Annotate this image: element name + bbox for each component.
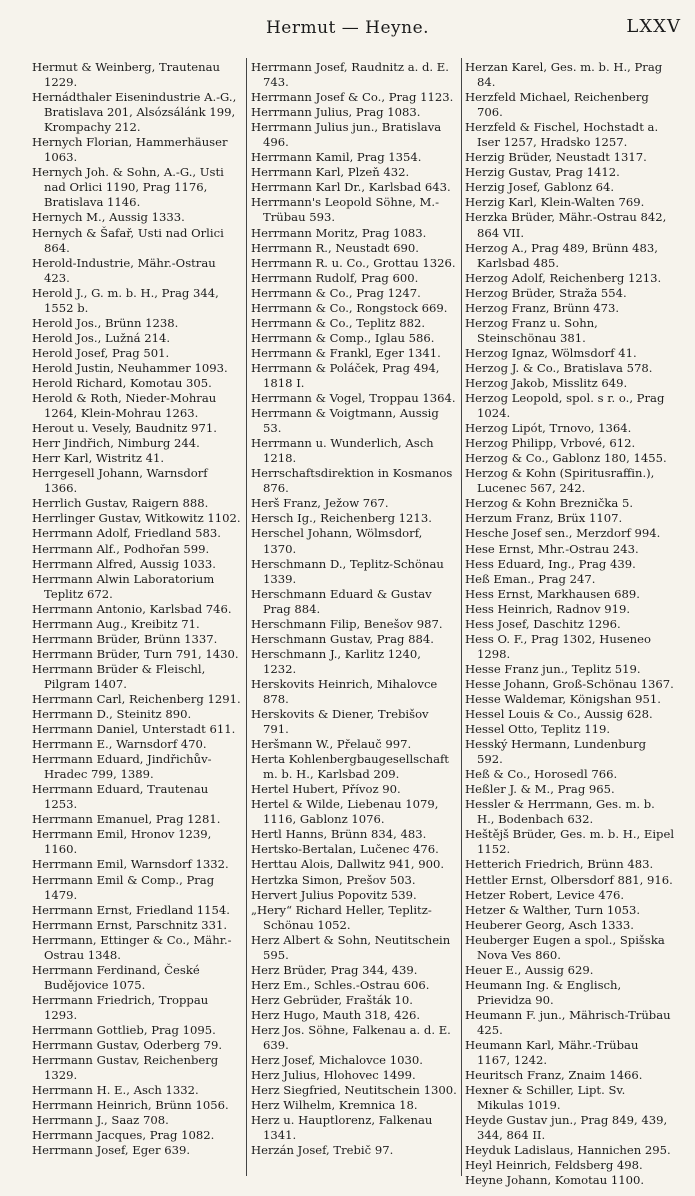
directory-entry: Herschmann Eduard & Gustav Prag 884. xyxy=(251,586,432,616)
directory-entry: Herrgesell Johann, Warnsdorf 1366. xyxy=(32,466,208,496)
directory-entry: Heuberger Eugen a spol., Spišska Nova Ves 860. xyxy=(465,932,665,962)
directory-entry: Heuberer Georg, Asch 1333. xyxy=(465,917,634,932)
directory-entry: Herz Jos. Söhne, Falkenau a. d. E. 639. xyxy=(251,1023,451,1053)
directory-entry: Hess Heinrich, Radnov 919. xyxy=(465,601,631,616)
directory-entry: Hermut & Weinberg, Trautenau 1229. xyxy=(32,60,220,90)
directory-entry: Herrmann R., Neustadt 690. xyxy=(251,240,419,255)
directory-entry: Herschmann Gustav, Prag 884. xyxy=(251,631,434,646)
directory-entry: Herzig Brüder, Neustadt 1317. xyxy=(465,150,647,165)
directory-entry: Herzog Franz u. Sohn, Steinschönau 381. xyxy=(465,315,598,345)
directory-column-3 xyxy=(465,60,675,1188)
directory-entry: Herrmann Julius jun., Bratislava 496. xyxy=(251,120,442,150)
directory-entry: Hessler & Herrmann, Ges. m. b. H., Bodenbach 632. xyxy=(465,797,655,827)
directory-entry: Herold Jos., Lužná 214. xyxy=(32,330,171,345)
directory-entry: Herr Karl, Wistritz 41. xyxy=(32,451,165,466)
directory-entry: Herzán Josef, Trebič 97. xyxy=(251,1143,394,1158)
directory-entry: Hettler Ernst, Olbersdorf 881, 916. xyxy=(465,872,673,887)
directory-entry: Herrmann Josef, Eger 639. xyxy=(32,1143,191,1158)
directory-entry: Herrmann Emil & Comp., Prag 1479. xyxy=(32,872,215,902)
directory-entry: Herschel Johann, Wölmsdorf, 1370. xyxy=(251,526,423,556)
directory-entry: Herz Siegfried, Neutitschein 1300. xyxy=(251,1083,457,1098)
directory-entry: Herzog & Co., Gablonz 180, 1455. xyxy=(465,451,667,466)
directory-entry: Hess O. F., Prag 1302, Huseneo 1298. xyxy=(465,631,651,661)
directory-entry: Herzog & Kohn (Spiritusraffin.), Lucenec 567, 242. xyxy=(465,466,655,496)
directory-entry: Herrmann Josef & Co., Prag 1123. xyxy=(251,90,454,105)
directory-entry: Hesche Josef sen., Merzdorf 994. xyxy=(465,526,661,541)
directory-entry: Herrmann Daniel, Unterstadt 611. xyxy=(32,722,236,737)
directory-entry: Herrmann Emanuel, Prag 1281. xyxy=(32,812,221,827)
directory-entry: Herrmann & Frankl, Eger 1341. xyxy=(251,345,441,360)
page-title: Hermut — Heyne. xyxy=(265,18,430,38)
page-header xyxy=(0,14,695,44)
directory-entry: Hernych Florian, Hammerhäuser 1063. xyxy=(32,135,228,165)
directory-entry: Herrmann J., Saaz 708. xyxy=(32,1113,169,1128)
directory-entry: Herrmann Karl, Plzeň 432. xyxy=(251,165,410,180)
directory-entry: Heß & Co., Horosedl 766. xyxy=(465,767,618,782)
directory-entry: Heumann Karl, Mähr.-Trübau 1167, 1242. xyxy=(465,1038,639,1068)
directory-entry: Herz Gebrüder, Frašták 10. xyxy=(251,992,413,1007)
directory-entry: Hess Ernst, Markhausen 689. xyxy=(465,586,640,601)
directory-entry: Herz Brüder, Prag 344, 439. xyxy=(251,962,418,977)
directory-entry: Hernych & Šafař, Usti nad Orlici 864. xyxy=(32,225,224,255)
directory-column-1 xyxy=(32,60,244,1180)
directory-entry: Herrmann u. Wunderlich, Asch 1218. xyxy=(251,436,434,466)
directory-entry: Herrmann Alwin Laboratorium Teplitz 672. xyxy=(32,571,215,601)
directory-entry: Herrlinger Gustav, Witkowitz 1102. xyxy=(32,511,241,526)
directory-entry: Herschmann D., Teplitz-Schönau 1339. xyxy=(251,556,444,586)
directory-entry: Herold Jos., Brünn 1238. xyxy=(32,315,179,330)
directory-entry: Herzog Ignaz, Wölmsdorf 41. xyxy=(465,345,637,360)
directory-entry: Herzog & Kohn Breznička 5. xyxy=(465,496,634,511)
directory-entry: Herrmann Ernst, Friedland 1154. xyxy=(32,902,230,917)
directory-entry: Herzog Franz, Brünn 473. xyxy=(465,300,620,315)
directory-entry: Herzig Karl, Klein-Walten 769. xyxy=(465,195,645,210)
directory-entry: Hernych M., Aussig 1333. xyxy=(32,210,185,225)
directory-entry: „Hery“ Richard Heller, Teplitz-Schönau 1052. xyxy=(251,902,432,932)
directory-entry: Herrmann Gustav, Oderberg 79. xyxy=(32,1038,223,1053)
directory-entry: Herrmann Jacques, Prag 1082. xyxy=(32,1128,215,1143)
directory-entry: Herzog Leopold, spol. s r. o., Prag 1024. xyxy=(465,391,665,421)
column-divider xyxy=(461,58,462,1176)
directory-entry: Hertsko-Bertalan, Lučenec 476. xyxy=(251,842,439,857)
directory-entry: Hernych Joh. & Sohn, A.-G., Usti nad Orlici 1190, Prag 1176, Bratislava 1146. xyxy=(32,165,224,210)
directory-entry: Herrmann Josef, Raudnitz a. d. E. 743. xyxy=(251,60,449,90)
directory-entry: Herz u. Hauptlorenz, Falkenau 1341. xyxy=(251,1113,433,1143)
directory-entry: Hersch Ig., Reichenberg 1213. xyxy=(251,511,432,526)
directory-entry: Herrmann Gottlieb, Prag 1095. xyxy=(32,1023,216,1037)
directory-entry: Herrmann Moritz, Prag 1083. xyxy=(251,225,427,240)
directory-entry: Herrmann Kamil, Prag 1354. xyxy=(251,150,422,165)
directory-entry: Herrmann Julius, Prag 1083. xyxy=(251,105,421,120)
directory-entry: Herzog Philipp, Vrbové, 612. xyxy=(465,436,636,451)
directory-entry: Herrschaftsdirektion in Kosmanos 876. xyxy=(251,466,453,496)
directory-entry: Herš Franz, Ježow 767. xyxy=(251,496,389,511)
directory-entry: Herz Wilhelm, Kremnica 18. xyxy=(251,1098,418,1113)
directory-entry: Herrmann Adolf, Friedland 583. xyxy=(32,526,221,541)
directory-entry: Heyde Gustav jun., Prag 849, 439, 344, 864 II. xyxy=(465,1113,668,1143)
directory-entry: Heyne Johann, Komotau 1100. xyxy=(465,1173,645,1188)
directory-entry: Herrlich Gustav, Raigern 888. xyxy=(32,496,209,511)
directory-entry: Hertzka Simon, Prešov 503. xyxy=(251,872,416,887)
directory-entry: Hesse Johann, Groß-Schönau 1367. xyxy=(465,676,674,691)
directory-entry: Herrmann Gustav, Reichenberg 1329. xyxy=(32,1053,219,1083)
directory-entry: Herrmann, Ettinger & Co., Mähr.-Ostrau 1348. xyxy=(32,932,232,962)
directory-entry: Hese Ernst, Mhr.-Ostrau 243. xyxy=(465,541,639,556)
directory-entry: Heßler J. & M., Prag 965. xyxy=(465,782,615,797)
directory-entry: Herr Jindřich, Nimburg 244. xyxy=(32,436,200,451)
directory-entry: Heuritsch Franz, Znaim 1466. xyxy=(465,1068,643,1083)
directory-entry: Hessel Otto, Teplitz 119. xyxy=(465,722,611,737)
directory-entry: Herrmann E., Warnsdorf 470. xyxy=(32,737,207,752)
directory-entry: Heumann Ing. & Englisch, Prievidza 90. xyxy=(465,977,622,1007)
directory-entry: Herrmann & Comp., Iglau 586. xyxy=(251,330,435,345)
directory-entry: Hetzer & Walther, Turn 1053. xyxy=(465,902,641,917)
directory-entry: Herold & Roth, Nieder-Mohrau 1264, Klein-Mohrau 1263. xyxy=(32,391,217,421)
directory-entry: Herrmann D., Steinitz 890. xyxy=(32,707,192,722)
directory-entry: Heß Eman., Prag 247. xyxy=(465,571,596,586)
directory-entry: Herrmann & Vogel, Troppau 1364. xyxy=(251,391,456,406)
directory-entry: Herold Justin, Neuhammer 1093. xyxy=(32,360,228,375)
directory-entry: Herrmann & Voigtmann, Aussig 53. xyxy=(251,406,439,436)
directory-entry: Heršmann W., Přelauč 997. xyxy=(251,737,412,752)
directory-entry: Herz Julius, Hlohovec 1499. xyxy=(251,1068,416,1083)
directory-entry: Herz Hugo, Mauth 318, 426. xyxy=(251,1007,421,1022)
directory-entry: Herzog A., Prag 489, Brünn 483, Karlsbad 485. xyxy=(465,240,658,270)
directory-entry: Herold J., G. m. b. H., Prag 344, 1552 b. xyxy=(32,285,219,315)
directory-entry: Herrmann Brüder, Brünn 1337. xyxy=(32,631,218,646)
directory-entry: Herzig Josef, Gablonz 64. xyxy=(465,180,615,195)
directory-entry: Hertl Hanns, Brünn 834, 483. xyxy=(251,827,427,842)
directory-entry: Herzog Adolf, Reichenberg 1213. xyxy=(465,270,662,285)
directory-entry: Herrmann Heinrich, Brünn 1056. xyxy=(32,1098,229,1113)
directory-entry: Herzfeld & Fischel, Hochstadt a. Iser 1257, Hradsko 1257. xyxy=(465,120,659,150)
directory-entry: Heyl Heinrich, Feldsberg 498. xyxy=(465,1158,643,1173)
directory-entry: Herrmann H. E., Asch 1332. xyxy=(32,1083,199,1098)
directory-entry: Herrmann Emil, Warnsdorf 1332. xyxy=(32,857,229,872)
directory-entry: Herrmann Ferdinand, České Budějovice 1075. xyxy=(32,962,200,992)
directory-entry: Herzog Lipót, Trnovo, 1364. xyxy=(465,421,632,436)
directory-entry: Herz Em., Schles.-Ostrau 606. xyxy=(251,977,430,992)
directory-entry: Herskovits Heinrich, Mihalovce 878. xyxy=(251,676,438,706)
directory-entry: Herrmann & Co., Teplitz 882. xyxy=(251,315,426,330)
directory-entry: Hetzer Robert, Levice 476. xyxy=(465,887,625,902)
directory-entry: Hesse Franz jun., Teplitz 519. xyxy=(465,661,641,676)
directory-entry: Hessel Louis & Co., Aussig 628. xyxy=(465,707,653,722)
directory-entry: Herold-Industrie, Mähr.-Ostrau 423. xyxy=(32,255,216,285)
directory-entry: Herrmann Aug., Kreibitz 71. xyxy=(32,616,200,631)
directory-entry: Herout u. Vesely, Baudnitz 971. xyxy=(32,421,217,436)
column-divider xyxy=(246,58,247,1176)
directory-entry: Herrmann Friedrich, Troppau 1293. xyxy=(32,992,209,1022)
directory-entry: Hertel & Wilde, Liebenau 1079, 1116, Gablonz 1076. xyxy=(251,797,439,827)
directory-entry: Hess Eduard, Ing., Prag 439. xyxy=(465,556,636,571)
directory-entry: Heumann F. jun., Mährisch-Trübau 425. xyxy=(465,1007,671,1037)
directory-entry: Hesse Waldemar, Königshan 951. xyxy=(465,691,661,706)
directory-entry: Herz Josef, Michalovce 1030. xyxy=(251,1053,423,1068)
directory-entry: Hervert Julius Popovitz 539. xyxy=(251,887,417,902)
directory-entry: Herzfeld Michael, Reichenberg 706. xyxy=(465,90,649,120)
directory-entry: Herrmann Brüder & Fleischl, Pilgram 1407. xyxy=(32,661,206,691)
directory-entry: Heuer E., Aussig 629. xyxy=(465,962,594,977)
directory-entry: Hernádthaler Eisenindustrie A.-G., Bratislava 201, Alsózsálánk 199, Krompachy 212. xyxy=(32,90,237,135)
directory-entry: Hess Josef, Daschitz 1296. xyxy=(465,616,621,631)
directory-entry: Herold Richard, Komotau 305. xyxy=(32,375,212,390)
directory-entry: Herrmann Brüder, Turn 791, 1430. xyxy=(32,646,239,661)
directory-entry: Hetterich Friedrich, Brünn 483. xyxy=(465,857,654,872)
directory-entry: Herrmann's Leopold Söhne, M.-Trübau 593. xyxy=(251,195,440,225)
directory-entry: Herrmann Ernst, Parschnitz 331. xyxy=(32,917,228,932)
directory-entry: Heyduk Ladislaus, Hannichen 295. xyxy=(465,1143,671,1158)
directory-entry: Herrmann & Poláček, Prag 494, 1818 I. xyxy=(251,360,440,390)
directory-entry: Herrmann Eduard, Jindřichův-Hradec 799, 1389. xyxy=(32,752,212,782)
directory-entry: Herrmann Karl Dr., Karlsbad 643. xyxy=(251,180,451,195)
directory-entry: Herta Kohlenbergbaugesellschaft m. b. H., Karlsbad 209. xyxy=(251,752,449,782)
directory-entry: Herrmann Emil, Hronov 1239, 1160. xyxy=(32,827,212,857)
directory-entry: Herrmann Antonio, Karlsbad 746. xyxy=(32,601,232,616)
directory-entry: Heštějš Brüder, Ges. m. b. H., Eipel 1152. xyxy=(465,827,675,857)
directory-entry: Herrmann & Co., Prag 1247. xyxy=(251,285,421,300)
directory-entry: Hesský Hermann, Lundenburg 592. xyxy=(465,737,647,767)
directory-entry: Herold Josef, Prag 501. xyxy=(32,345,170,360)
directory-entry: Herrmann R. u. Co., Grottau 1326. xyxy=(251,255,456,270)
directory-entry: Herttau Alois, Dallwitz 941, 900. xyxy=(251,857,445,872)
directory-entry: Hertel Hubert, Přívoz 90. xyxy=(251,782,401,797)
directory-entry: Hexner & Schiller, Lipt. Sv. Mikulas 1019. xyxy=(465,1083,626,1113)
directory-entry: Herschmann Filip, Benešov 987. xyxy=(251,616,443,631)
directory-entry: Herzog Brüder, Straža 554. xyxy=(465,285,627,300)
directory-entry: Herrmann Alfred, Aussig 1033. xyxy=(32,556,216,571)
directory-entry: Herz Albert & Sohn, Neutitschein 595. xyxy=(251,932,451,962)
directory-entry: Herrmann Carl, Reichenberg 1291. xyxy=(32,691,241,706)
directory-entry: Herzka Brüder, Mähr.-Ostrau 842, 864 VII. xyxy=(465,210,667,240)
directory-entry: Herskovits & Diener, Trebišov 791. xyxy=(251,707,429,737)
directory-entry: Herzog J. & Co., Bratislava 578. xyxy=(465,360,653,375)
directory-entry: Herrmann & Co., Rongstock 669. xyxy=(251,300,448,315)
directory-entry: Herzig Gustav, Prag 1412. xyxy=(465,165,620,180)
page-number: LXXV xyxy=(626,16,681,37)
directory-entry: Herzum Franz, Brüx 1107. xyxy=(465,511,623,526)
directory-entry: Herschmann J., Karlitz 1240, 1232. xyxy=(251,646,421,676)
directory-entry: Herrmann Eduard, Trautenau 1253. xyxy=(32,782,209,812)
directory-column-2 xyxy=(251,60,457,1180)
directory-entry: Herzog Jakob, Misslitz 649. xyxy=(465,375,628,390)
directory-entry: Herrmann Rudolf, Prag 600. xyxy=(251,270,419,285)
directory-entry: Herrmann Alf., Podhořan 599. xyxy=(32,541,210,556)
directory-entry: Herzan Karel, Ges. m. b. H., Prag 84. xyxy=(465,60,663,90)
